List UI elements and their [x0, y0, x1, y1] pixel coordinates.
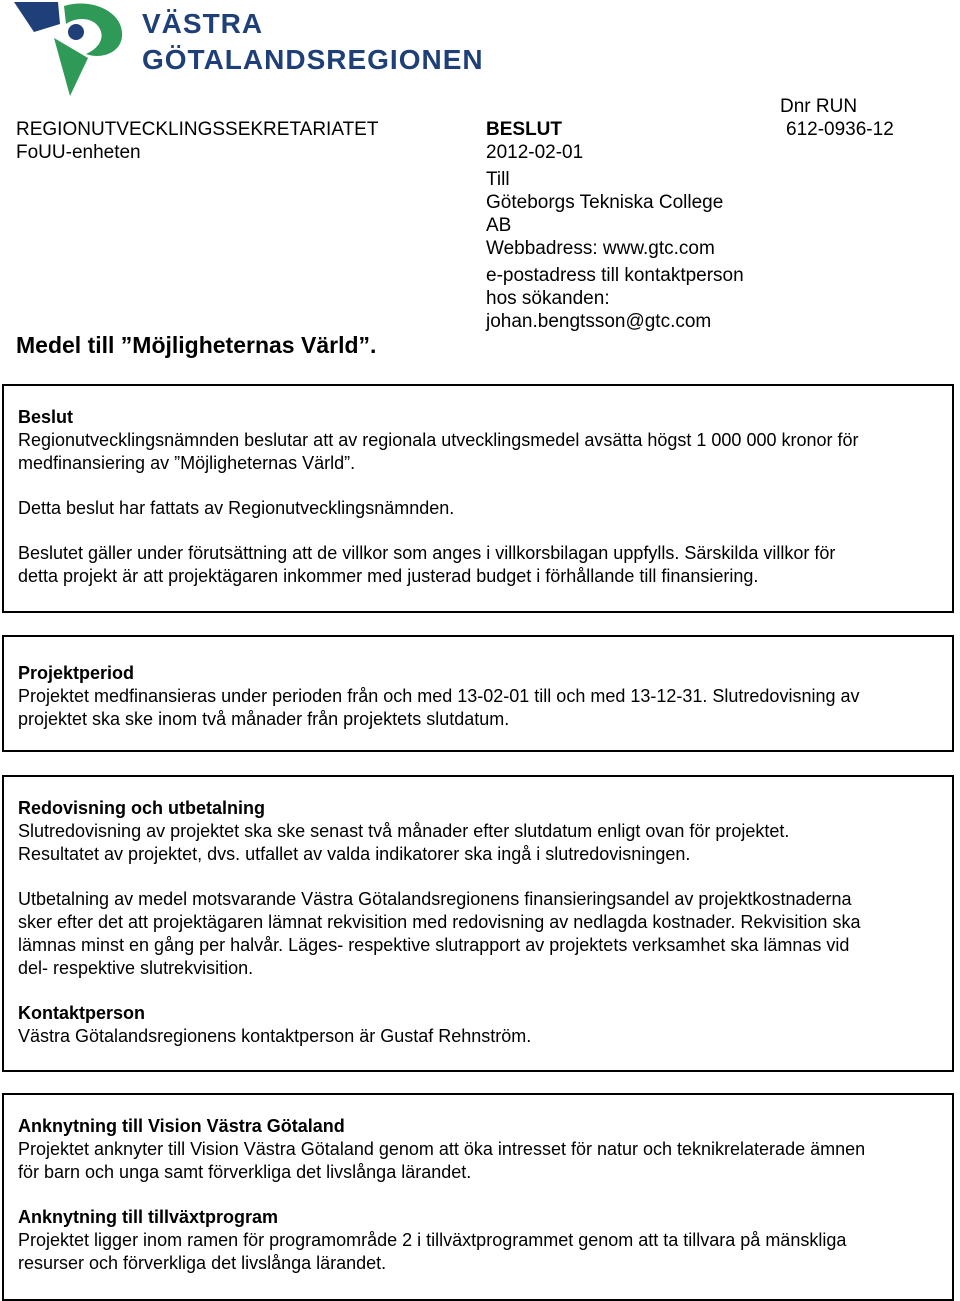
logo-line-1: VÄSTRA — [142, 8, 264, 39]
utbetalning-text-line: sker efter det att projektägaren lämnat rekvisition med redovisning av nedlagda kostnader. Rekvisition ska — [18, 912, 861, 932]
tillvaxt-text-line: Projektet ligger inom ramen för programområde 2 i tillväxtprogrammet genom att ta tillvara på mänskliga — [18, 1230, 847, 1250]
vision-text-line: för barn och unga samt förverkliga det livslånga lärandet. — [18, 1162, 472, 1182]
decision-block — [486, 118, 744, 333]
to-label: Till — [486, 169, 510, 190]
kontaktperson-text: Västra Götalandsregionens kontaktperson är Gustaf Rehnström. — [18, 1026, 532, 1046]
kontaktperson-heading: Kontaktperson — [18, 1003, 146, 1023]
tillvaxt-text-line: resurser och förverkliga det livslånga lärandet. — [18, 1253, 387, 1273]
sender-block — [16, 118, 378, 164]
recipient-web: Webbadress: www.gtc.com — [486, 238, 715, 259]
projektperiod-section — [2, 635, 954, 752]
region-logo-emblem-icon — [14, 2, 134, 98]
anknytning-section — [2, 1093, 954, 1301]
beslut-section — [2, 384, 954, 613]
beslut-authority: Detta beslut har fattats av Regionutvecklingsnämnden. — [18, 498, 455, 518]
beslut-text-line: medfinansiering av ”Möjligheternas Värld”. — [18, 453, 356, 473]
sender-org: REGIONUTVECKLINGSSEKRETARIATET — [16, 119, 379, 140]
recipient-email: johan.bengtsson@gtc.com — [486, 311, 712, 332]
projektperiod-text-line: projektet ska ske inom två månader från projektets slutdatum. — [18, 709, 510, 729]
email-label-cont: hos sökanden: — [486, 288, 610, 309]
dnr-label: Dnr RUN — [780, 96, 858, 117]
document-title: Medel till ”Möjligheternas Värld”. — [16, 332, 377, 358]
recipient-name-cont: AB — [486, 215, 512, 236]
projektperiod-text-line: Projektet medfinansieras under perioden från och med 13-02-01 till och med 13-12-31. Slutredovisning av — [18, 686, 860, 706]
email-label: e-postadress till kontaktperson — [486, 265, 744, 286]
vision-heading: Anknytning till Vision Västra Götaland — [18, 1116, 345, 1136]
sender-unit: FoUU-enheten — [16, 142, 141, 163]
utbetalning-text-line: lämnas minst en gång per halvår. Läges- respektive slutrapport av projektets verksamhet ska lämnas vid — [18, 935, 850, 955]
redovisning-text-line: Resultatet av projektet, dvs. utfallet av valda indikatorer ska ingå i slutredovisningen. — [18, 844, 691, 864]
beslut-text-line: Regionutvecklingsnämnden beslutar att av regionala utvecklingsmedel avsätta högst 1 000 000 kronor för — [18, 430, 859, 450]
region-logo — [14, 2, 484, 100]
redovisning-text-line: Slutredovisning av projektet ska ske senast två månader efter slutdatum enligt ovan för projektet. — [18, 821, 790, 841]
tillvaxt-heading: Anknytning till tillväxtprogram — [18, 1207, 279, 1227]
utbetalning-text-line: Utbetalning av medel motsvarande Västra Götalandsregionens finansieringsandel av projektkostnaderna — [18, 889, 852, 909]
redovisning-section — [2, 775, 954, 1072]
recipient-name: Göteborgs Tekniska College — [486, 192, 724, 213]
vision-text-line: Projektet anknyter till Vision Västra Götaland genom att öka intresset för natur och teknikrelaterade ämnen — [18, 1139, 866, 1159]
logo-line-2: GÖTALANDSREGIONEN — [142, 44, 484, 75]
beslut-conditions-line: detta projekt är att projektägaren inkommer med justerad budget i förhållande till finansiering. — [18, 566, 759, 586]
redovisning-heading: Redovisning och utbetalning — [18, 798, 265, 818]
projektperiod-heading: Projektperiod — [18, 663, 135, 683]
dnr-number: 612-0936-12 — [786, 119, 894, 140]
doc-date: 2012-02-01 — [486, 142, 584, 163]
beslut-conditions-line: Beslutet gäller under förutsättning att de villkor som anges i villkorsbilagan uppfylls. Särskilda villkor för — [18, 543, 836, 563]
beslut-heading: Beslut — [18, 407, 74, 427]
doc-type: BESLUT — [486, 119, 562, 140]
utbetalning-text-line: del- respektive slutrekvisition. — [18, 958, 254, 978]
logo-wordmark — [142, 4, 484, 76]
